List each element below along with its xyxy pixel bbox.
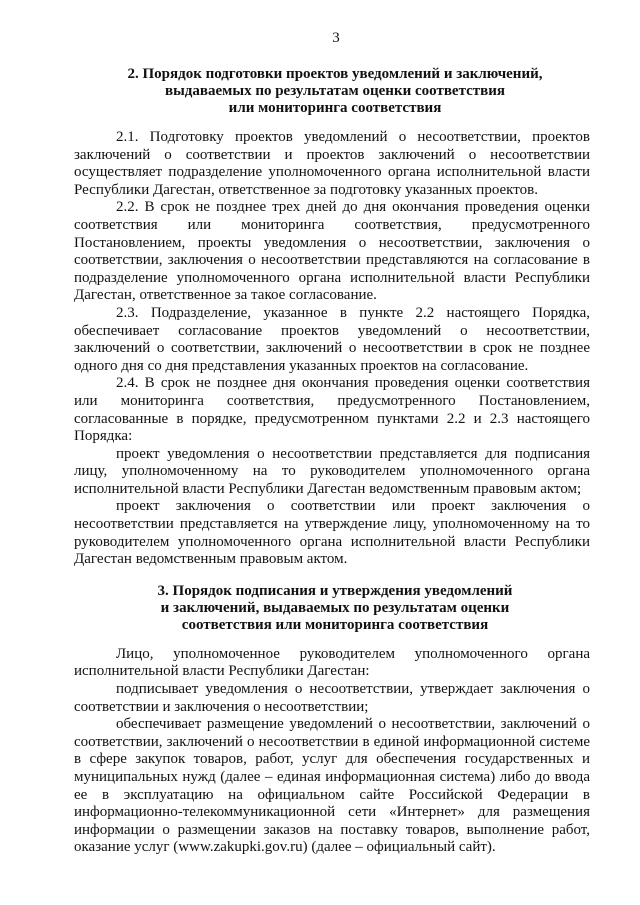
paragraph-2-4-item-notification: проект уведомления о несоответствии представляется для подписания лицу, уполномоченному на то руководителем уполномоченного органа исполнительной власти Республики Дагестан ведомственным правовым актом; (74, 445, 590, 497)
paragraph-2-3: 2.3. Подразделение, указанное в пункте 2.2 настоящего Порядка, обеспечивает согласование проектов уведомлений о несоответствии, заключений о соответствии, заключений о несоответствии в срок не позднее одного дня со дня представления указанных проектов на согласование. (74, 304, 590, 374)
section-2-title (80, 66, 590, 117)
section-3-title-line: соответствия или мониторинга соответствия (181, 616, 489, 633)
paragraph-3-publishes: обеспечивает размещение уведомлений о несоответствии, заключений о соответствии, заключений о несоответствии в единой информационной системе в сфере закупок товаров, работ, услуг для обеспечения государственных и муниципальных нужд (далее – единая информационная система) либо до ввода ее в эксплуатацию на официальном сайте Российской Федерации в информационно-телекоммуникационной сети «Интернет» для размещения информации о размещении заказов на поставку товаров, выполнение работ, оказание услуг (www.zakupki.gov.ru) (далее – официальный сайт). (74, 716, 590, 856)
paragraph-2-4: 2.4. В срок не позднее дня окончания проведения оценки соответствия или мониторинга соответствия, предусмотренного Постановлением, согласованные в порядке, предусмотренном пунктами 2.2 и 2.3 настоящего Порядка: (74, 375, 590, 445)
section-2-title-line: выдаваемых по результатам оценки соответствия (164, 83, 506, 99)
section-3-title-line: 3. Порядок подписания и утверждения уведомлений (157, 582, 513, 599)
paragraph-2-1: 2.1. Подготовку проектов уведомлений о несоответствии, проектов заключений о соответствии и проектов заключений о несоответствии осуществляет подразделение уполномоченного органа исполнительной власти Республики Дагестан, ответственное за подготовку указанных проектов. (74, 129, 590, 198)
section-3-title (80, 583, 590, 634)
section-3-title-line: и заключений, выдаваемых по результатам оценки (160, 599, 510, 616)
section-2-title-line: или мониторинга соответствия (228, 100, 442, 116)
paragraph-3-intro: Лицо, уполномоченное руководителем уполномоченного органа исполнительной власти Республики Дагестан: (74, 645, 590, 680)
page-number: 3 (332, 30, 340, 46)
section-2-title-line: 2. Порядок подготовки проектов уведомлений и заключений, (127, 66, 543, 82)
section-2-body (74, 129, 590, 569)
paragraph-2-4-item-conclusion: проект заключения о соответствии или проект заключения о несоответствии представляется на утверждение лицу, уполномоченному на то руководителем уполномоченного органа исполнительной власти Республики Дагестан ведомственным правовым актом. (74, 498, 590, 568)
paragraph-2-2: 2.2. В срок не позднее трех дней до дня окончания проведения оценки соответствия или мониторинга соответствия, предусмотренного Постановлением, проекты уведомления о несоответствии, заключения о соответствии, заключения о несоответствии представляются на согласование в подразделение уполномоченного органа исполнительной власти Республики Дагестан, ответственное за такое согласование. (74, 199, 590, 304)
paragraph-3-signs: подписывает уведомления о несоответствии, утверждает заключения о соответствии и заключения о несоответствии; (74, 681, 590, 715)
section-3-body (74, 646, 590, 857)
